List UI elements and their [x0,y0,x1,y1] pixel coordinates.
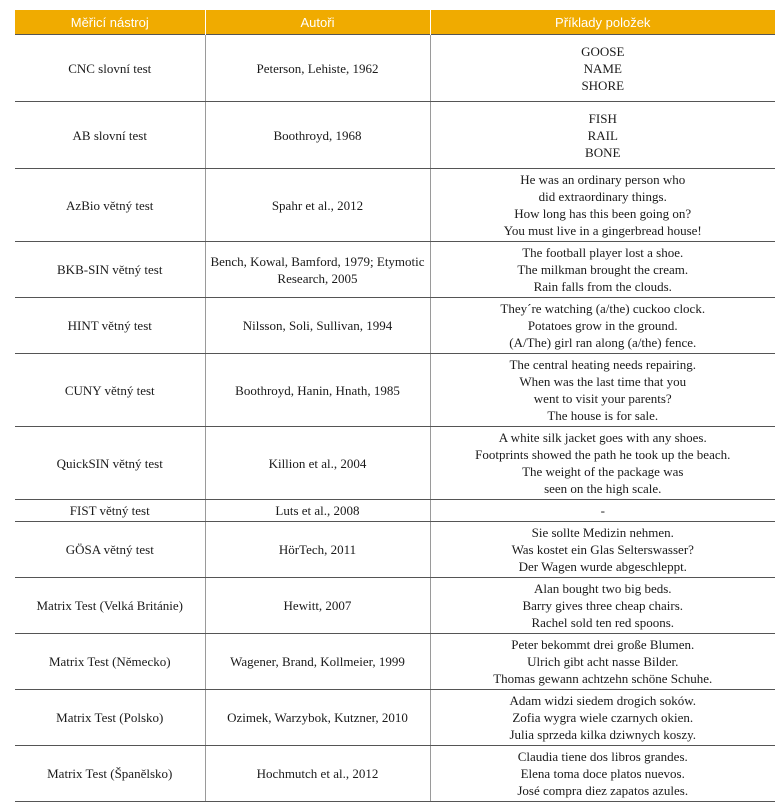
example-line: Elena toma doce platos nuevos. [520,766,685,781]
header-row [15,10,775,35]
example-line: The house is for sale. [547,408,659,423]
example-line: GOOSE [581,43,625,59]
example-line: Rachel sold ten red spoons. [531,615,675,630]
cell-examples [430,500,775,522]
cell-instrument: GÖSA větný test [15,522,205,578]
example-line: - [600,503,605,518]
example-line: went to visit your parents? [533,391,672,406]
cell-examples [430,690,775,746]
speech-tests-table [15,10,775,802]
cell-instrument: AzBio větný test [15,169,205,242]
example-line: They´re watching (a/the) cuckoo clock. [500,301,706,316]
cell-examples [430,298,775,354]
table-row [15,522,775,578]
cell-examples [430,354,775,427]
cell-examples [430,634,775,690]
cell-examples [430,242,775,298]
header-authors: Autoři [205,10,430,35]
example-line: Julia sprzeda kilka dziwnych koszy. [509,727,697,742]
cell-instrument: QuickSIN větný test [15,427,205,500]
header-examples: Příklady položek [430,10,775,35]
table-row [15,298,775,354]
table-row [15,35,775,102]
example-line: seen on the high scale. [544,481,662,496]
example-line: Potatoes grow in the ground. [527,318,678,333]
example-line: The weight of the package was [522,464,684,479]
cell-instrument: Matrix Test (Polsko) [15,690,205,746]
cell-examples [430,102,775,169]
example-line: (A/The) girl ran along (a/the) fence. [509,335,697,350]
cell-authors: Boothroyd, Hanin, Hnath, 1985 [205,354,430,427]
example-line: Barry gives three cheap chairs. [522,598,684,613]
table-row [15,746,775,802]
example-line: The football player lost a shoe. [522,245,684,260]
example-line: Peter bekommt drei große Blumen. [511,637,695,652]
example-line: The central heating needs repairing. [509,357,697,372]
table-row [15,242,775,298]
example-line: Alan bought two big beds. [533,581,672,596]
example-line: You must live in a gingerbread house! [503,223,702,238]
example-line: BONE [585,144,621,160]
table-row [15,427,775,500]
cell-instrument: Matrix Test (Německo) [15,634,205,690]
example-line: How long has this been going on? [514,206,692,221]
cell-instrument: Matrix Test (Velká Británie) [15,578,205,634]
example-line: He was an ordinary person who [520,172,686,187]
cell-authors: Peterson, Lehiste, 1962 [205,35,430,102]
table-row [15,500,775,522]
cell-examples [430,427,775,500]
example-line: Thomas gewann achtzehn schöne Schuhe. [493,671,713,686]
example-line: FISH [588,110,617,126]
header-instrument: Měřicí nástroj [15,10,205,35]
example-line: Ulrich gibt acht nasse Bilder. [527,654,679,669]
cell-examples [430,746,775,802]
cell-instrument: AB slovní test [15,102,205,169]
cell-instrument: BKB-SIN větný test [15,242,205,298]
table-header [15,10,775,35]
cell-instrument: CNC slovní test [15,35,205,102]
cell-authors: Nilsson, Soli, Sullivan, 1994 [205,298,430,354]
example-line: Claudia tiene dos libros grandes. [517,749,688,764]
table-body [15,35,775,802]
example-line: The milkman brought the cream. [517,262,689,277]
example-line: Sie sollte Medizin nehmen. [531,525,674,540]
example-line: Was kostet ein Glas Selterswasser? [511,542,694,557]
cell-instrument: HINT větný test [15,298,205,354]
cell-examples [430,522,775,578]
cell-authors: Wagener, Brand, Kollmeier, 1999 [205,634,430,690]
table-row [15,354,775,427]
cell-examples [430,578,775,634]
cell-authors: Hewitt, 2007 [205,578,430,634]
table-row [15,634,775,690]
cell-authors: Boothroyd, 1968 [205,102,430,169]
example-line: Footprints showed the path he took up the beach. [475,447,731,462]
cell-authors: Ozimek, Warzybok, Kutzner, 2010 [205,690,430,746]
cell-examples [430,169,775,242]
cell-instrument: CUNY větný test [15,354,205,427]
cell-authors: Spahr et al., 2012 [205,169,430,242]
example-line: NAME [583,60,622,76]
example-line: A white silk jacket goes with any shoes. [498,430,707,445]
example-line: Zofia wygra wiele czarnych okien. [512,710,694,725]
example-line: RAIL [587,127,618,143]
cell-authors: Killion et al., 2004 [205,427,430,500]
example-line: When was the last time that you [519,374,687,389]
cell-examples [430,35,775,102]
cell-authors: HörTech, 2011 [205,522,430,578]
example-line: Rain falls from the clouds. [533,279,672,294]
table-row [15,102,775,169]
cell-authors: Hochmutch et al., 2012 [205,746,430,802]
table-row [15,169,775,242]
example-line: Adam widzi siedem drogich soków. [509,693,697,708]
cell-authors: Bench, Kowal, Bamford, 1979; Etymotic Research, 2005 [205,242,430,298]
example-line: José compra diez zapatos azules. [517,783,689,798]
table-row [15,690,775,746]
cell-instrument: Matrix Test (Španělsko) [15,746,205,802]
example-line: SHORE [581,77,625,93]
example-line: did extraordinary things. [538,189,667,204]
cell-authors: Luts et al., 2008 [205,500,430,522]
cell-instrument: FIST větný test [15,500,205,522]
table-row [15,578,775,634]
speech-tests-table-container [15,10,775,802]
example-line: Der Wagen wurde abgeschleppt. [518,559,687,574]
